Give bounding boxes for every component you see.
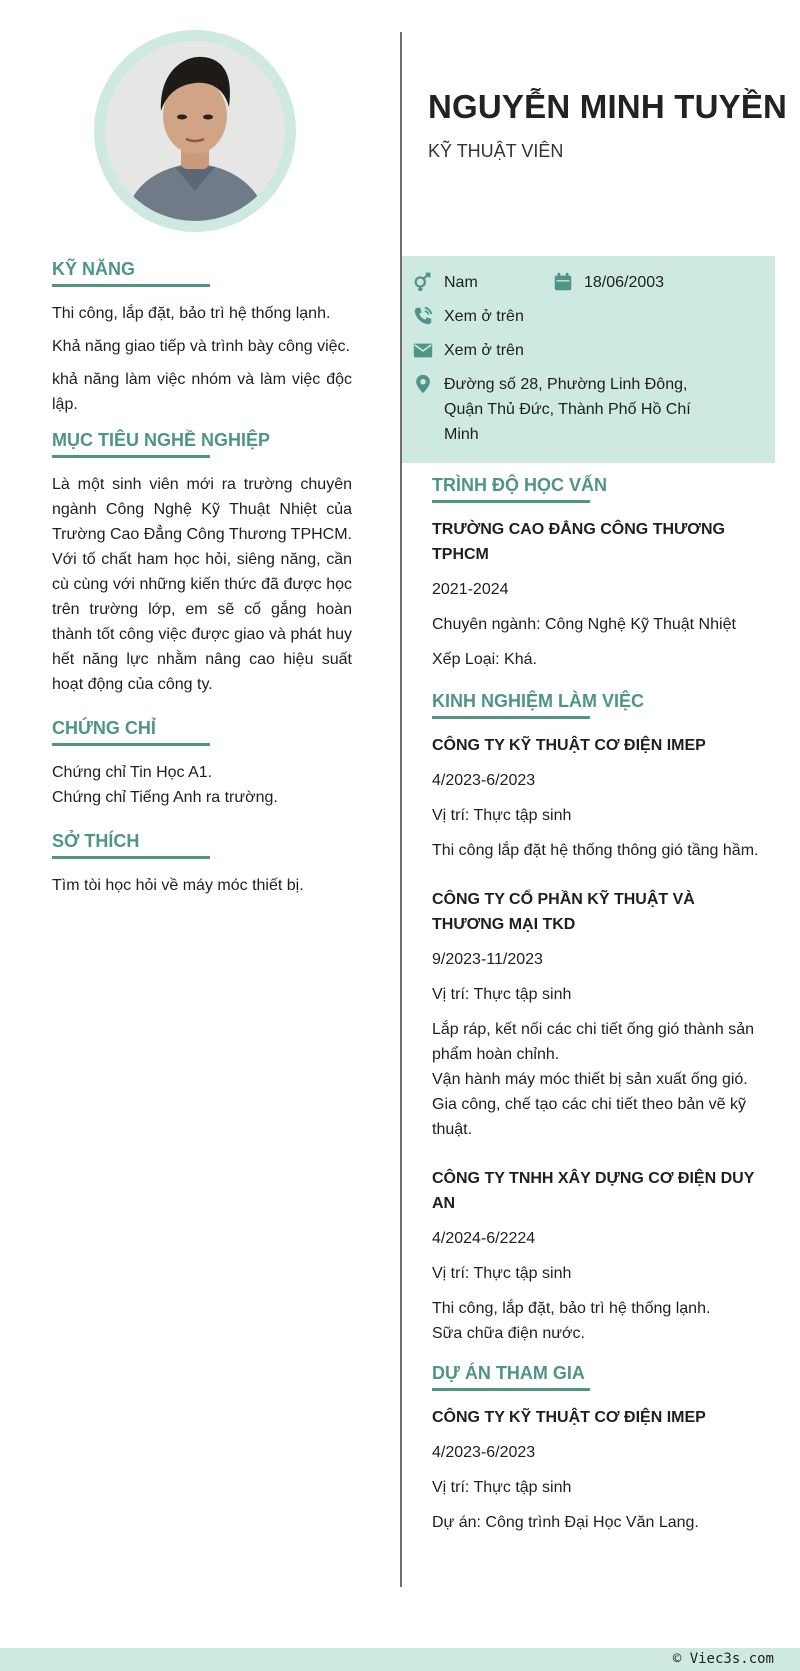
education-major: Chuyên ngành: Công Nghệ Kỹ Thuật Nhiệt: [432, 616, 736, 633]
projects-underline: [432, 1388, 590, 1391]
hobbies-text: Tìm tòi học hỏi về máy móc thiết bị.: [52, 877, 304, 894]
job-description-line: Vận hành máy móc thiết bị sản xuất ống gió.: [432, 1071, 748, 1088]
job-company: CÔNG TY TNHH XÂY DỰNG CƠ ĐIỆN DUY AN: [432, 1170, 755, 1212]
experience-underline: [432, 716, 590, 719]
skill-item: Khả năng giao tiếp và trình bày công việc.: [52, 338, 350, 355]
education-period: 2021-2024: [432, 581, 509, 598]
school-name: TRƯỜNG CAO ĐẲNG CÔNG THƯƠNG TPHCM: [432, 521, 725, 563]
job-period: 9/2023-11/2023: [432, 951, 543, 968]
skills-heading: KỸ NĂNG: [52, 259, 136, 279]
phone-value: Xem ở trên: [444, 308, 524, 325]
left-column: [52, 256, 352, 898]
job-entry: [432, 733, 762, 863]
skills-underline: [52, 284, 210, 287]
job-description-line: Thi công, lắp đặt, bảo trì hệ thống lạnh.: [432, 1300, 711, 1317]
job-position: Vị trí: Thực tập sinh: [432, 807, 572, 824]
hobbies-heading: SỞ THÍCH: [52, 831, 140, 851]
email-row: [412, 338, 524, 363]
calendar-icon: [552, 271, 574, 293]
job-position: Vị trí: Thực tập sinh: [432, 986, 572, 1003]
certificates-underline: [52, 743, 210, 746]
job-description: [432, 838, 762, 863]
objective-heading: MỤC TIÊU NGHỀ NGHIỆP: [52, 430, 271, 450]
job-description-line: Thi công lắp đặt hệ thống thông gió tầng hầm.: [432, 842, 759, 859]
job-description-line: Lắp ráp, kết nối các chi tiết ống gió thành sản phẩm hoàn chỉnh.: [432, 1021, 754, 1063]
email-value: Xem ở trên: [444, 342, 524, 359]
phone-row: [412, 304, 524, 329]
gender-icon: [412, 271, 434, 293]
projects-heading: DỰ ÁN THAM GIA: [432, 1363, 585, 1383]
hobbies-underline: [52, 856, 210, 859]
objective-text: Là một sinh viên mới ra trường chuyên ngành Công Nghệ Kỹ Thuật Nhiệt của Trường Cao Đẳng Công Thương TPHCM. Với tố chất ham học hỏi, siêng năng, cần cù cùng với những kiến thức đã được học trên trường lớp, em sẽ cố gắng hoàn thành tốt công việc được giao và phát huy hết năng lực nhằm nâng cao hiệu suất hoạt động của công ty.: [52, 476, 353, 693]
footer-bar: [0, 1648, 800, 1671]
objective-underline: [52, 455, 210, 458]
avatar: [105, 41, 285, 221]
birthdate-value: 18/06/2003: [584, 274, 665, 291]
address-row: [412, 372, 702, 447]
address-value: Đường số 28, Phường Linh Đông, Quận Thủ Đức, Thành Phố Hồ Chí Minh: [444, 376, 691, 443]
job-entry: [432, 1166, 762, 1346]
job-description-line: Sữa chữa điện nước.: [432, 1325, 585, 1342]
gender-value: Nam: [444, 274, 478, 291]
contact-panel: [402, 256, 775, 463]
watermark: © Viec3s.com: [672, 1651, 774, 1667]
candidate-name: NGUYỄN MINH TUYỀN: [428, 88, 788, 125]
education-underline: [432, 500, 590, 503]
phone-icon: [412, 305, 434, 327]
birthdate-row: [552, 270, 664, 295]
certificates-heading: CHỨNG CHỈ: [52, 718, 156, 738]
job-description-line: Gia công, chế tạo các chi tiết theo bản vẽ kỹ thuật.: [432, 1096, 746, 1138]
education-rank: Xếp Loại: Khá.: [432, 651, 537, 668]
job-period: 4/2024-6/2224: [432, 1230, 536, 1247]
experience-heading: KINH NGHIỆM LÀM VIỆC: [432, 691, 645, 711]
certificate-item: Chứng chỉ Tiếng Anh ra trường.: [52, 789, 278, 806]
certificate-item: Chứng chỉ Tin Học A1.: [52, 764, 213, 781]
job-entry: [432, 887, 762, 1142]
job-position: Vị trí: Thực tập sinh: [432, 1265, 572, 1282]
job-description: [432, 1296, 762, 1346]
project-name: Dự án: Công trình Đại Học Văn Lang.: [432, 1514, 699, 1531]
gender-row: [412, 270, 478, 295]
project-position: Vị trí: Thực tập sinh: [432, 1479, 572, 1496]
avatar-photo-icon: [105, 41, 285, 221]
right-column: [432, 472, 762, 1535]
job-period: 4/2023-6/2023: [432, 772, 536, 789]
job-description: [432, 1017, 762, 1142]
project-period: 4/2023-6/2023: [432, 1444, 536, 1461]
job-company: CÔNG TY CỔ PHẦN KỸ THUẬT VÀ THƯƠNG MẠI TKD: [432, 891, 695, 933]
candidate-title: KỸ THUẬT VIÊN: [428, 141, 564, 161]
project-company: CÔNG TY KỸ THUẬT CƠ ĐIỆN IMEP: [432, 1409, 706, 1426]
avatar-frame: [94, 30, 296, 232]
skill-item: khả năng làm việc nhóm và làm việc độc lập.: [52, 371, 352, 413]
job-company: CÔNG TY KỸ THUẬT CƠ ĐIỆN IMEP: [432, 737, 706, 754]
location-pin-icon: [412, 373, 434, 395]
skill-item: Thi công, lắp đặt, bảo trì hệ thống lạnh.: [52, 305, 331, 322]
education-heading: TRÌNH ĐỘ HỌC VẤN: [432, 475, 607, 495]
email-icon: [412, 339, 434, 361]
